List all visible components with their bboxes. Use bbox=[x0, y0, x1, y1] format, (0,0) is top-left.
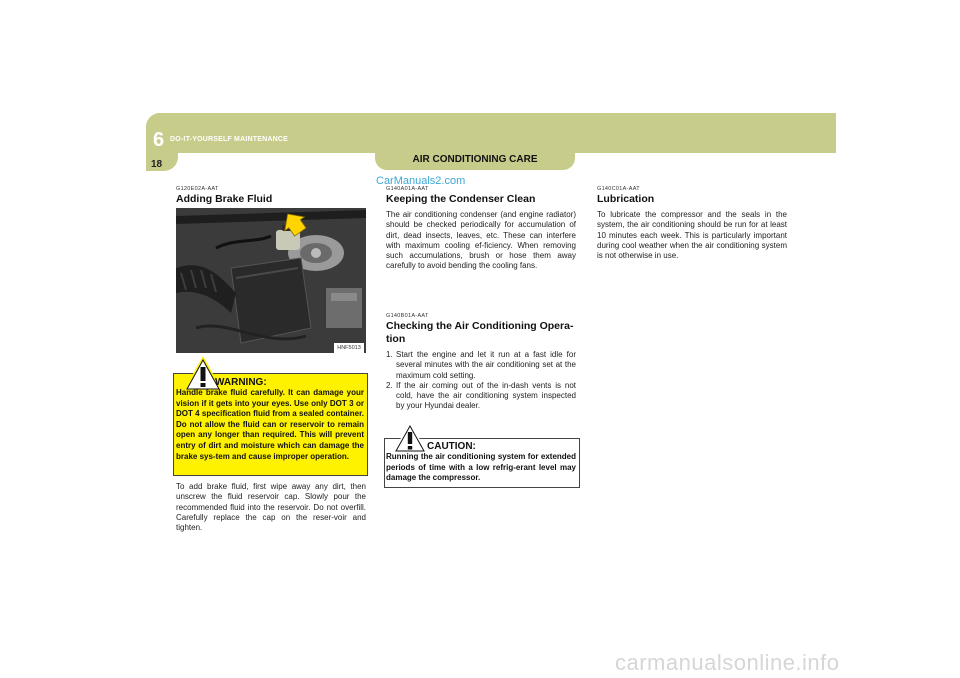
section-number: 6 bbox=[153, 129, 165, 151]
caution-title: CAUTION: bbox=[427, 441, 476, 452]
engine-bay-photo bbox=[176, 208, 366, 353]
step-item bbox=[386, 381, 576, 412]
lubrication-body: To lubricate the compressor and the seals in the system, the air conditioning should be run for at least 10 minutes each week. This is particularly important during cool weather when the air conditioning system is not otherwise in use. bbox=[597, 210, 787, 261]
chapter-title: AIR CONDITIONING CARE bbox=[412, 154, 538, 165]
warning-text: Handle brake fluid carefully. It can damage your vision if it gets into your eyes. Use only DOT 3 or DOT 4 specification fluid from a sealed container. Do not allow the fluid can or reservoir to remain open any longer than required. This will prevent entry of dirt and moisture which can damage the brake sys-tem and cause improper operation. bbox=[176, 388, 364, 461]
step-item bbox=[386, 350, 576, 381]
page-number: 18 bbox=[151, 159, 163, 170]
step-text: If the air coming out of the in-dash vents is not cold, have the air conditioning system inspected by your Hyundai dealer. bbox=[396, 380, 576, 411]
condenser-heading: Keeping the Condenser Clean bbox=[386, 193, 536, 205]
section-title: DO-IT-YOURSELF MAINTENANCE bbox=[170, 136, 288, 143]
caution-icon bbox=[392, 422, 428, 454]
checking-code: G140B01A-AAT bbox=[386, 313, 429, 319]
checking-steps bbox=[386, 350, 576, 412]
lubrication-code: G140C01A-AAT bbox=[597, 186, 640, 192]
footer-watermark: carmanualsonline.info bbox=[615, 650, 840, 675]
warning-title: WARNING: bbox=[215, 377, 267, 388]
left-section-code: G120E02A-AAT bbox=[176, 186, 219, 192]
caution-text: Running the air conditioning system for extended periods of time with a low refrig-erant level may damage the compressor. bbox=[386, 452, 576, 483]
watermark-link[interactable]: CarManuals2.com bbox=[376, 175, 466, 187]
step-text: Start the engine and let it run at a fast idle for several minutes with the air conditioning set at the maximum cold setting. bbox=[396, 350, 576, 380]
checking-heading: Checking the Air Conditioning Opera-tion bbox=[386, 320, 574, 345]
header-band bbox=[146, 113, 836, 153]
step-number: 1. bbox=[386, 350, 393, 359]
left-section-heading: Adding Brake Fluid bbox=[176, 193, 273, 205]
step-number: 2. bbox=[386, 380, 393, 390]
photo-label: HNF5013 bbox=[334, 343, 364, 353]
condenser-code: G140A01A-AAT bbox=[386, 186, 429, 192]
engine-bay-illustration bbox=[176, 208, 366, 353]
condenser-body: The air conditioning condenser (and engine radiator) should be checked periodically for accumulation of dirt, dead insects, leaves, etc. These can interfere with maximum cooling ef-ficiency. When removing such accumulations, brush or hose them away carefully to avoid bending the cooling fans. bbox=[386, 210, 576, 271]
left-body-text: To add brake fluid, first wipe away any dirt, then unscrew the fluid reservoir cap. Slowly pour the recommended fluid into the reservoir. Do not overfill. Carefully replace the cap on the reser-voir and tighten. bbox=[176, 482, 366, 533]
lubrication-heading: Lubrication bbox=[597, 193, 655, 205]
